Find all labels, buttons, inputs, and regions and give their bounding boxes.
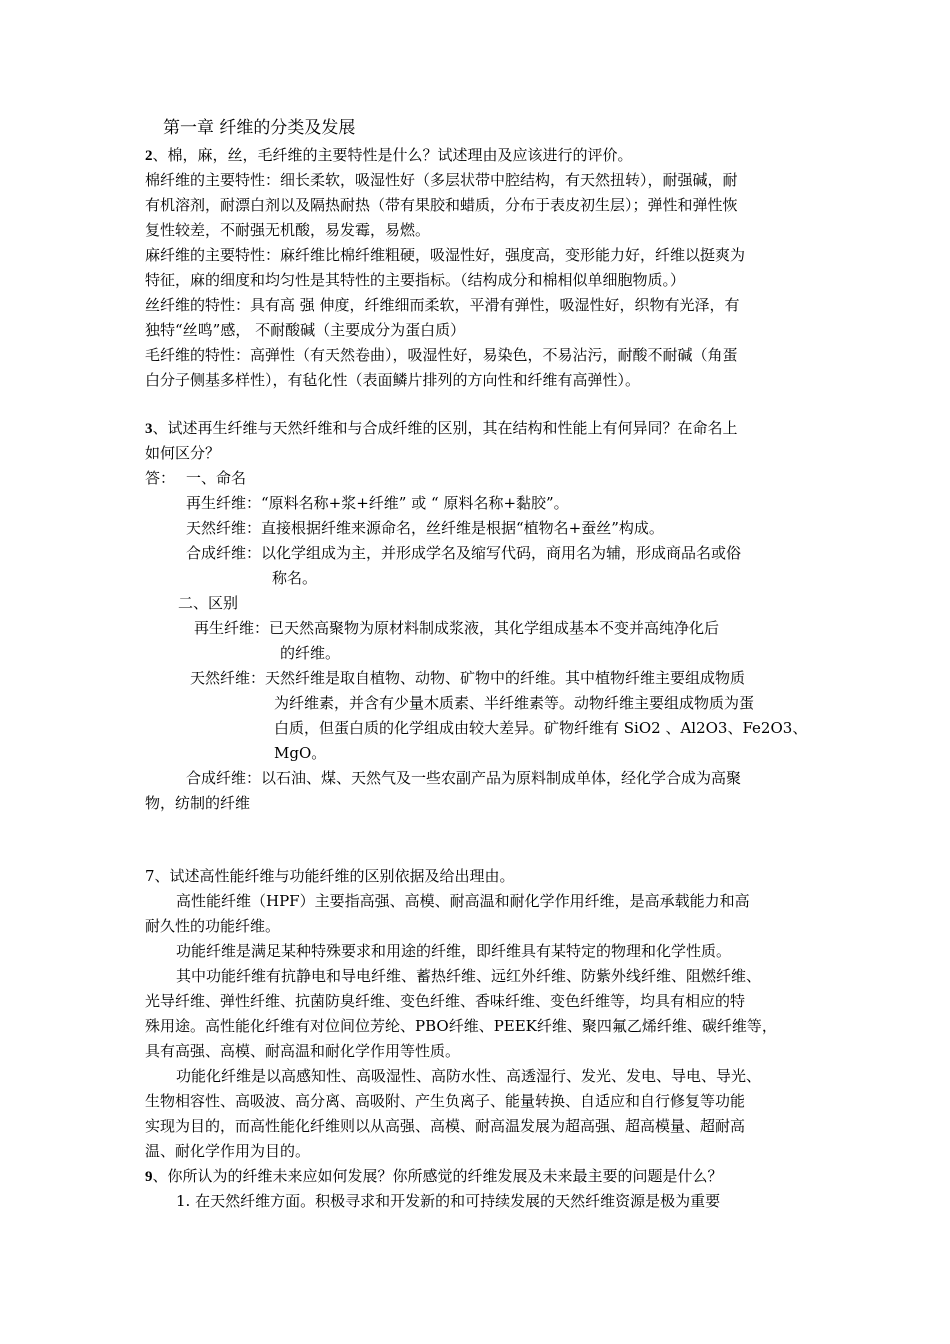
q7-p1-line-1: 高性能纤维（HPF）主要指高强、高模、耐高温和耐化学作用纤维，是高承载能力和高 xyxy=(176,892,750,910)
cotton-line-2: 有机溶剂，耐漂白剂以及隔热耐热（带有果胶和蜡质，分布于表皮初生层）；弹性和弹性恢 xyxy=(145,196,738,214)
diff-natural-3: 白质，但蛋白质的化学组成由较大差异。矿物纤维有 SiO2 、Al2O3、Fe2O3、 xyxy=(274,719,808,737)
q7-p3-line-2: 光导纤维、弹性纤维、抗菌防臭纤维、变色纤维、香味纤维、变色纤维等，均具有相应的特 xyxy=(145,992,746,1010)
q7-p1-line-2: 耐久性的功能纤维。 xyxy=(145,917,281,935)
silk-line-1: 丝纤维的特性：具有高 强 伸度，纤维细而柔软，平滑有弹性，吸湿性好，织物有光泽，有 xyxy=(145,296,740,314)
q7-p4-line-4: 温、耐化学作用为目的。 xyxy=(145,1142,311,1160)
question-text: 、试述再生纤维与天然纤维和与合成纤维的区别，其在结构和性能上有何异同？在命名上 xyxy=(152,419,738,437)
chapter-title: 第一章 纤维的分类及发展 xyxy=(163,118,356,138)
wool-line-2: 白分子侧基多样性），有毡化性（表面鳞片排列的方向性和纤维有高弹性）。 xyxy=(145,371,641,389)
diff-synthetic-1: 合成纤维：以石油、煤、天然气及一些农副产品为原料制成单体，经化学合成为高聚 xyxy=(186,769,742,787)
naming-regen: 再生纤维：“原料名称+浆+纤维” 或 “ 原料名称+黏胶”。 xyxy=(186,494,569,512)
cotton-line-1: 棉纤维的主要特性：细长柔软，吸湿性好（多层状带中腔结构，有天然扭转），耐强碱，耐 xyxy=(145,171,738,189)
diff-regen-1: 再生纤维：已天然高聚物为原材料制成浆液，其化学组成基本不变并高纯净化后 xyxy=(194,619,720,637)
diff-synthetic-2: 物，纺制的纤维 xyxy=(145,794,251,812)
q7-p3-line-4: 具有高强、高模、耐高温和耐化学作用等性质。 xyxy=(145,1042,461,1060)
diff-natural-4: MgO。 xyxy=(274,744,327,762)
question-number: 9 xyxy=(145,1169,153,1185)
silk-line-2: 独特“丝鸣”感， 不耐酸碱（主要成分为蛋白质） xyxy=(145,321,466,339)
q7-p4-line-1: 功能化纤维是以高感知性、高吸湿性、高防水性、高透湿行、发光、发电、导电、导光、 xyxy=(176,1067,762,1085)
q7-p2: 功能纤维是满足某种特殊要求和用途的纤维，即纤维具有某特定的物理和化学性质。 xyxy=(176,942,732,960)
question-text: 、你所认为的纤维未来应如何发展？你所感觉的纤维发展及未来最主要的问题是什么？ xyxy=(152,1167,723,1185)
naming-heading: 一、命名 xyxy=(186,469,247,487)
naming-synthetic-1: 合成纤维：以化学组成为主，并形成学名及缩写代码，商用名为辅，形成商品名或俗 xyxy=(186,544,742,562)
q9-item-1: 1. 在天然纤维方面。积极寻求和开发新的和可持续发展的天然纤维资源是极为重要 xyxy=(176,1192,721,1210)
naming-synthetic-2: 称名。 xyxy=(272,569,318,587)
diff-regen-2: 的纤维。 xyxy=(280,644,341,662)
question-3 xyxy=(145,418,738,440)
question-text: 、棉，麻，丝，毛纤维的主要特性是什么？试述理由及应该进行的评价。 xyxy=(152,146,633,164)
q7-p3-line-1: 其中功能纤维有抗静电和导电纤维、蓄热纤维、远红外纤维、防紫外线纤维、阻燃纤维、 xyxy=(176,967,762,985)
question-2 xyxy=(145,145,633,167)
q7-p3-line-3: 殊用途。高性能化纤维有对位间位芳纶、PBO纤维、PEEK纤维、聚四氟乙烯纤维、碳纤维等， xyxy=(145,1017,777,1035)
q7-p4-line-3: 实现为目的，而高性能化纤维则以从高强、高模、耐高温发展为超高强、超高模量、超耐高 xyxy=(145,1117,746,1135)
wool-line-1: 毛纤维的特性：高弹性（有天然卷曲），吸湿性好，易染色，不易沾污，耐酸不耐碱（角蛋 xyxy=(145,346,738,364)
question-number: 2 xyxy=(145,148,153,164)
cotton-line-3: 复性较差，不耐强无机酸，易发霉，易燃。 xyxy=(145,221,431,239)
answer-label: 答： xyxy=(145,469,176,487)
question-9 xyxy=(145,1166,723,1188)
hemp-line-1: 麻纤维的主要特性：麻纤维比棉纤维粗硬，吸湿性好，强度高，变形能力好，纤维以挺爽为 xyxy=(145,246,746,264)
diff-natural-2: 为纤维素，并含有少量木质素、半纤维素等。动物纤维主要组成物质为蛋 xyxy=(274,694,755,712)
naming-natural: 天然纤维：直接根据纤维来源命名，丝纤维是根据“植物名+蚕丝”构成。 xyxy=(186,519,664,537)
diff-natural-1: 天然纤维：天然纤维是取自植物、动物、矿物中的纤维。其中植物纤维主要组成物质 xyxy=(190,669,746,687)
q7-p4-line-2: 生物相容性、高吸波、高分离、高吸附、产生负离子、能量转换、自适应和自行修复等功能 xyxy=(145,1092,746,1110)
hemp-line-2: 特征，麻的细度和均匀性是其特性的主要指标。（结构成分和棉相似单细胞物质。） xyxy=(145,271,686,289)
question-7: 7、试述高性能纤维与功能纤维的区别依据及给出理由。 xyxy=(145,867,515,885)
question-3-line-2: 如何区分？ xyxy=(145,444,221,462)
diff-heading: 二、区别 xyxy=(178,594,239,612)
question-number: 3 xyxy=(145,421,153,437)
